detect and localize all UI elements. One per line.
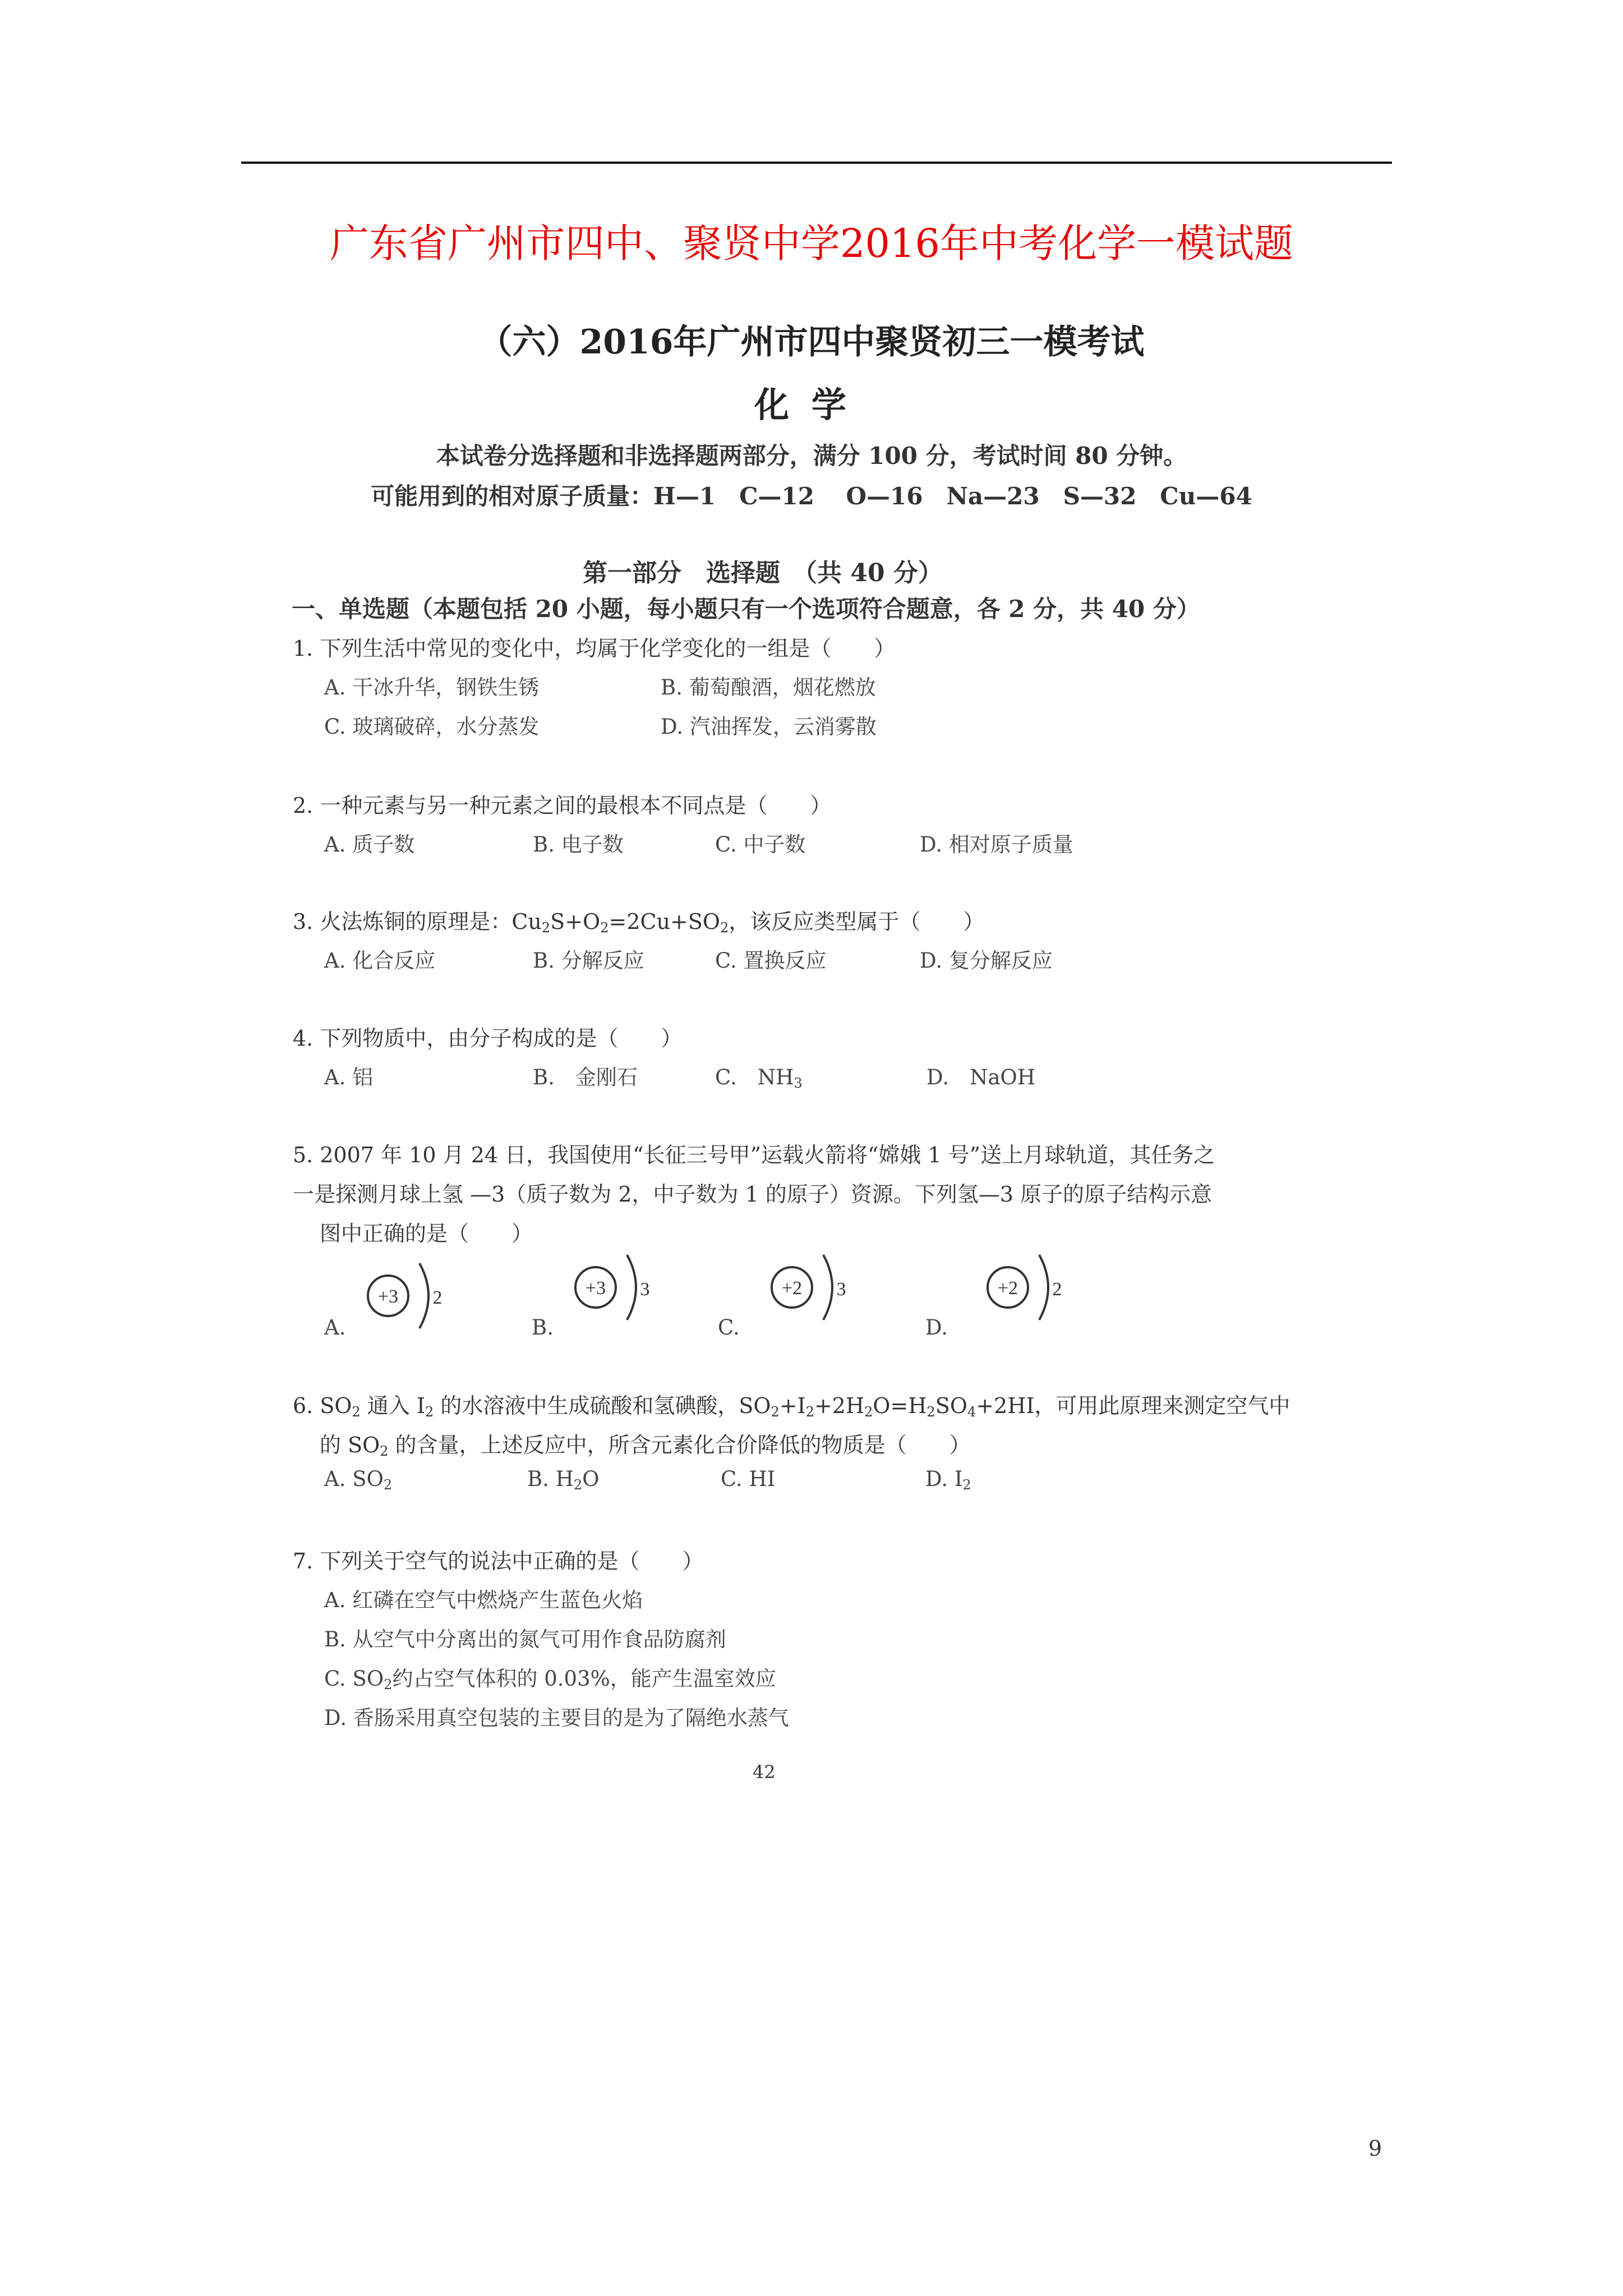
- question-6-stem-line-2: 的 $SO_2$ 的含量，上述反应中，所含元素化合价降低的物质是（ ）: [320, 1433, 971, 1459]
- question-5-option-a: A.: [324, 1315, 346, 1340]
- question-2-option-b: B. 电子数: [533, 832, 624, 857]
- question-3-option-c: C. 置换反应: [715, 949, 827, 973]
- question-7-option-c: C. $SO_2$约占空气体积的 0.03%，能产生温室效应: [324, 1667, 776, 1692]
- svg-text:+2: +2: [781, 1278, 803, 1299]
- question-5-stem-line-1: 5. 2007 年 10 月 24 日，我国使用“长征三号甲”运载火箭将“嫦娥 1 号”送上月球轨道，其任务之: [293, 1143, 1215, 1167]
- document-title: 广东省广州市四中、聚贤中学2016年中考化学一模试题: [329, 220, 1294, 266]
- atomic-masses: 可能用到的相对原子质量：H—1 C—12 O—16 Na—23 S—32 Cu—64: [371, 482, 1252, 510]
- question-3-option-a: A. 化合反应: [324, 949, 436, 973]
- question-6-option-b: B. $H_2O$: [527, 1467, 600, 1493]
- exam-heading: （六）2016年广州市四中聚贤初三一模考试: [478, 323, 1145, 362]
- question-6-option-c: C. HI: [721, 1467, 776, 1491]
- question-3-stem: 3. 火法炼铜的原理是：$Cu_2S+O_2=2Cu+SO_2$，该反应类型属于（ ）: [293, 909, 985, 936]
- svg-text:2: 2: [432, 1287, 442, 1308]
- question-1-option-b: B. 葡萄酿酒，烟花燃放: [661, 675, 876, 700]
- inner-page-number: 42: [753, 1761, 776, 1783]
- svg-text:+2: +2: [997, 1278, 1018, 1299]
- atom-diagram-b: [566, 1243, 662, 1332]
- header-rule: [241, 162, 1392, 164]
- page-number: 9: [1368, 2136, 1382, 2161]
- question-6-stem-line-1: 6. $SO_2$ 通入 $I_2$ 的水溶液中生成硫酸和氢碘酸，$SO_2+I_2+2H_2O=H_2SO_4+2HI$，可用此原理来测定空气中: [293, 1393, 1290, 1420]
- section-title: 一、单选题（本题包括 20 小题，每小题只有一个选项符合题意，各 2 分，共 40 分）: [292, 595, 1200, 623]
- svg-text:3: 3: [640, 1279, 650, 1300]
- question-2-option-d: D. 相对原子质量: [920, 832, 1073, 857]
- question-4-option-a: A. 铝: [324, 1065, 374, 1089]
- question-7-option-d: D. 香肠采用真空包装的主要目的是为了隔绝水蒸气: [324, 1706, 789, 1730]
- question-2-option-a: A. 质子数: [324, 832, 415, 857]
- question-1-option-c: C. 玻璃破碎，水分蒸发: [324, 715, 540, 739]
- question-5-stem-line-2: 一是探测月球上氢 —3（质子数为 2，中子数为 1 的原子）资源。下列氢—3 原子的原子结构示意: [293, 1182, 1212, 1207]
- question-7-option-a: A. 红磷在空气中燃烧产生蓝色火焰: [324, 1588, 643, 1612]
- question-6-option-d: D. $I_2$: [925, 1467, 971, 1493]
- question-3-option-b: B. 分解反应: [533, 949, 644, 973]
- atom-diagram-c: [763, 1243, 858, 1332]
- question-1-option-d: D. 汽油挥发，云消雾散: [661, 715, 877, 739]
- exam-note: 本试卷分选择题和非选择题两部分，满分 100 分，考试时间 80 分钟。: [436, 442, 1187, 470]
- atom-diagram-a: [359, 1251, 454, 1341]
- question-4-option-c: C. $NH_3$: [715, 1065, 803, 1091]
- question-2-stem: 2. 一种元素与另一种元素之间的最根本不同点是（ ）: [293, 793, 832, 818]
- svg-text:+3: +3: [585, 1278, 606, 1299]
- svg-text:2: 2: [1052, 1279, 1062, 1300]
- question-3-option-d: D. 复分解反应: [920, 949, 1053, 973]
- question-7-option-b: B. 从空气中分离出的氮气可用作食品防腐剂: [324, 1627, 726, 1651]
- question-1-option-a: A. 干冰升华，钢铁生锈: [324, 675, 540, 700]
- subject-title: 化学: [754, 384, 869, 425]
- question-2-option-c: C. 中子数: [715, 832, 806, 857]
- question-4-option-d: D. NaOH: [926, 1065, 1036, 1089]
- question-4-stem: 4. 下列物质中，由分子构成的是（ ）: [293, 1026, 683, 1051]
- question-4-option-b: B. 金刚石: [533, 1065, 638, 1089]
- part-title: 第一部分 选择题 （共 40 分）: [583, 559, 943, 587]
- question-5-option-d: D.: [925, 1315, 948, 1340]
- question-7-stem: 7. 下列关于空气的说法中正确的是（ ）: [293, 1549, 704, 1573]
- question-5-option-b: B.: [532, 1315, 554, 1340]
- atom-diagram-d: [979, 1243, 1074, 1332]
- svg-text:3: 3: [836, 1279, 846, 1300]
- question-6-option-a: A. $SO_2$: [324, 1467, 393, 1493]
- question-1-stem: 1. 下列生活中常见的变化中，均属于化学变化的一组是（ ）: [293, 636, 896, 661]
- question-5-stem-line-3: 图中正确的是（ ）: [320, 1221, 533, 1246]
- svg-text:+3: +3: [377, 1286, 399, 1307]
- question-5-option-c: C.: [718, 1315, 740, 1340]
